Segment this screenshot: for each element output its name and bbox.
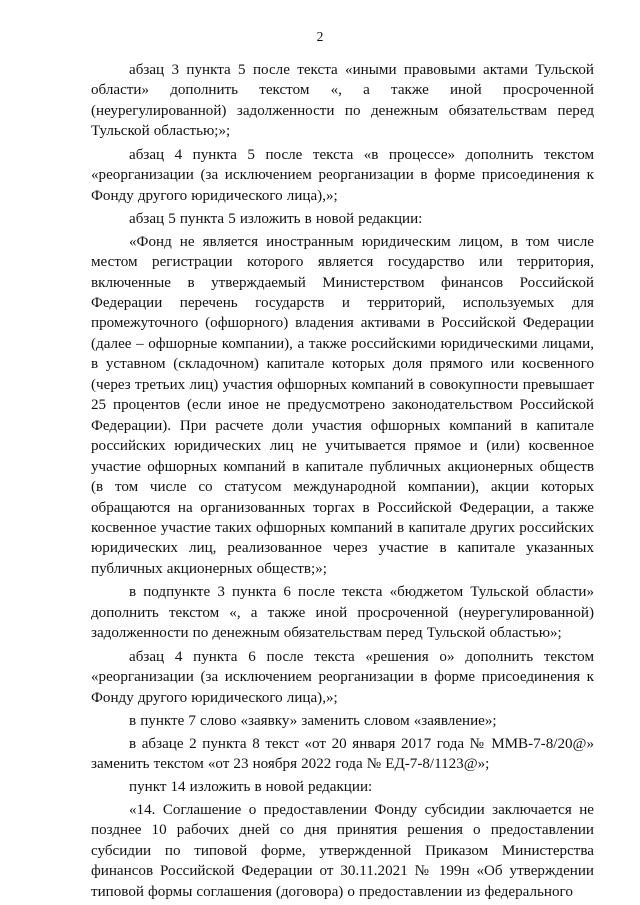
paragraph-amend-7: в пункте 7 слово «заявку» заменить словом «заявление»; bbox=[129, 713, 497, 730]
paragraph-amend-5-4: абзац 4 пункта 5 после текста «в процессе» дополнить текстом «реорганизации (за исключением реорганизации в форме присоединения к Фонду другого юридического лица),»; bbox=[91, 146, 594, 204]
paragraph-new-text-14: «14. Соглашение о предоставлении Фонду субсидии заключается не позднее 10 рабочих дней со дня принятия решения о предоставлении субсидии по типовой форме, утвержденной Приказом Министерства финансов Российской Федерации от 30.11.2021 № 199н «Об утверждении типовой формы соглашения (договора) о предоставлении из федерального bbox=[91, 801, 594, 900]
paragraph-amend-14-intro: пункт 14 изложить в новой редакции: bbox=[129, 779, 373, 796]
page-number: 2 bbox=[316, 29, 324, 44]
paragraph-amend-5-5-intro: абзац 5 пункта 5 изложить в новой редакции: bbox=[129, 211, 423, 228]
paragraph-new-text-5-5: «Фонд не является иностранным юридическим лицом, в том числе местом регистрации которого является государство или территория, включенные в утверждаемый Министерством финансов Российской Федерации перечень государств и территорий, используемых для промежуточного (офшорного) владения активами в Российской Федерации (далее – офшорные компании), а также российскими юридическими лицами, в уставном (складочном) капитале которых доля прямого или косвенного (через третьих лиц) участия офшорных компаний в совокупности превышает 25 процентов (если иное не предусмотрено законодательством Российской Федерации). При расчете доли участия офшорных компаний в капитале российских юридических лиц не учитывается прямое и (или) косвенное участие офшорных компаний в капитале публичных акционерных обществ (в том числе со статусом международной компании), акции которых обращаются на организованных торгах в Российской Федерации, а также косвенное участие таких офшорных компаний в капитале других российских юридических лиц, реализованное через участие в капитале указанных публичных акционерных обществ;»; bbox=[91, 233, 594, 577]
paragraph-amend-6-3: в подпункте 3 пункта 6 после текста «бюджетом Тульской области» дополнить текстом «, а также иной просроченной (неурегулированной) задолженности по денежным обязательствам перед Тульской областью»; bbox=[91, 584, 594, 642]
paragraph-amend-5-3: абзац 3 пункта 5 после текста «иными правовыми актами Тульской области» дополнить текстом «, а также иной просроченной (неурегулированной) задолженности по денежным обязательствам перед Тульской областью;»; bbox=[91, 62, 594, 140]
document-body bbox=[91, 60, 594, 905]
paragraph-amend-8-2: в абзаце 2 пункта 8 текст «от 20 января 2017 года № ММВ-7-8/20@» заменить текстом «от 23 ноября 2022 года № ЕД-7-8/1123@»; bbox=[91, 735, 594, 772]
paragraph-amend-6-4: абзац 4 пункта 6 после текста «решения о» дополнить текстом «реорганизации (за исключением реорганизации в форме присоединения к Фонду другого юридического лица),»; bbox=[91, 648, 594, 706]
